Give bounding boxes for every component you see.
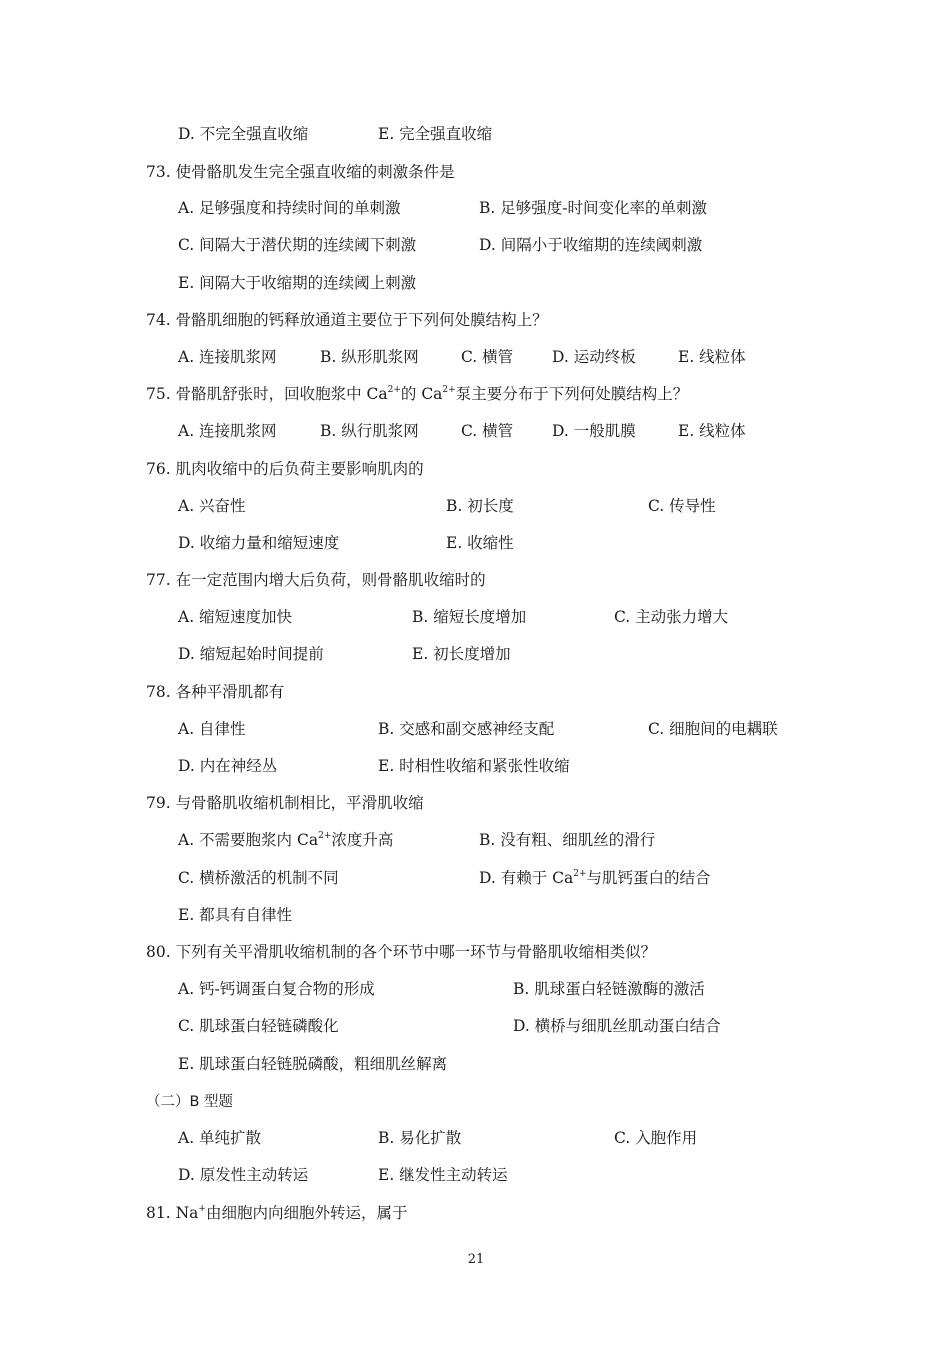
q74-option-b: B. 纵形肌浆网 bbox=[320, 348, 419, 366]
q79-stem: 79. 与骨骼肌收缩机制相比，平滑肌收缩 bbox=[146, 794, 424, 812]
q78-option-d: D. 内在神经丛 bbox=[178, 757, 278, 775]
q72-option-d: D. 不完全强直收缩 bbox=[178, 125, 309, 143]
q74-option-a: A. 连接肌浆网 bbox=[178, 348, 277, 366]
q79-option-a bbox=[178, 830, 393, 850]
q80-option-a: A. 钙-钙调蛋白复合物的形成 bbox=[178, 980, 375, 998]
q79-option-e: E. 都具有自律性 bbox=[178, 906, 293, 924]
q79-option-a-part-1: A. 不需要胞浆内 Ca bbox=[178, 831, 319, 849]
q73-stem: 73. 使骨骼肌发生完全强直收缩的刺激条件是 bbox=[146, 163, 455, 181]
b-option-c: C. 入胞作用 bbox=[614, 1129, 698, 1147]
page-number: 21 bbox=[467, 1252, 485, 1267]
q79-option-a-part-2: 浓度升高 bbox=[331, 831, 394, 849]
q74-option-e: E. 线粒体 bbox=[678, 348, 746, 366]
q75-option-b: B. 纵行肌浆网 bbox=[320, 422, 419, 440]
q75-stem-part-1: 75. 骨骼肌舒张时，回收胞浆中 Ca bbox=[146, 385, 388, 403]
q77-option-a: A. 缩短速度加快 bbox=[178, 608, 293, 626]
q77-stem: 77. 在一定范围内增大后负荷，则骨骼肌收缩时的 bbox=[146, 571, 486, 589]
q75-superscript-1: 2+ bbox=[387, 384, 401, 395]
q73-option-e: E. 间隔大于收缩期的连续阈上刺激 bbox=[178, 274, 417, 292]
q77-option-d: D. 缩短起始时间提前 bbox=[178, 645, 324, 663]
q76-option-b: B. 初长度 bbox=[446, 497, 514, 515]
q77-option-b: B. 缩短长度增加 bbox=[412, 608, 527, 626]
q76-option-a: A. 兴奋性 bbox=[178, 497, 246, 515]
q74-option-d: D. 运动终板 bbox=[552, 348, 636, 366]
q79-option-b: B. 没有粗、细肌丝的滑行 bbox=[479, 831, 656, 849]
q81-stem bbox=[146, 1203, 407, 1223]
q77-option-e: E. 初长度增加 bbox=[412, 645, 511, 663]
q73-option-a: A. 足够强度和持续时间的单刺激 bbox=[178, 199, 401, 217]
q78-option-a: A. 自律性 bbox=[178, 720, 246, 738]
b-option-e: E. 继发性主动转运 bbox=[378, 1166, 508, 1184]
q76-option-c: C. 传导性 bbox=[648, 497, 716, 515]
q79-option-d bbox=[479, 868, 711, 888]
q78-option-e: E. 时相性收缩和紧张性收缩 bbox=[378, 757, 570, 775]
q73-option-d: D. 间隔小于收缩期的连续阈刺激 bbox=[479, 236, 703, 254]
q80-option-b: B. 肌球蛋白轻链激酶的激活 bbox=[513, 980, 705, 998]
b-option-d: D. 原发性主动转运 bbox=[178, 1166, 309, 1184]
q79-option-c: C. 横桥激活的机制不同 bbox=[178, 869, 339, 887]
q75-option-e: E. 线粒体 bbox=[678, 422, 746, 440]
q75-superscript-2: 2+ bbox=[442, 384, 456, 395]
q75-stem-part-2: 的 Ca bbox=[400, 385, 443, 403]
b-option-b: B. 易化扩散 bbox=[378, 1129, 462, 1147]
q78-option-c: C. 细胞间的电耦联 bbox=[648, 720, 778, 738]
q75-option-a: A. 连接肌浆网 bbox=[178, 422, 277, 440]
q75-option-c: C. 横管 bbox=[461, 422, 514, 440]
section-b-heading: （二）B 型题 bbox=[146, 1094, 234, 1110]
q76-stem: 76. 肌肉收缩中的后负荷主要影响肌肉的 bbox=[146, 460, 424, 478]
q74-stem: 74. 骨骼肌细胞的钙释放通道主要位于下列何处膜结构上？ bbox=[146, 311, 548, 329]
q77-option-c: C. 主动张力增大 bbox=[614, 608, 729, 626]
q81-stem-part-1: 81. Na bbox=[146, 1204, 199, 1222]
q81-superscript: + bbox=[198, 1203, 206, 1214]
q78-stem: 78. 各种平滑肌都有 bbox=[146, 683, 285, 701]
q81-stem-part-2: 由细胞内向细胞外转运，属于 bbox=[205, 1204, 408, 1222]
q75-stem bbox=[146, 384, 688, 404]
q76-option-d: D. 收缩力量和缩短速度 bbox=[178, 534, 340, 552]
q78-option-b: B. 交感和副交感神经支配 bbox=[378, 720, 555, 738]
q73-option-c: C. 间隔大于潜伏期的连续阈下刺激 bbox=[178, 236, 417, 254]
b-option-a: A. 单纯扩散 bbox=[178, 1129, 262, 1147]
q79-option-a-superscript: 2+ bbox=[318, 830, 332, 841]
q75-option-d: D. 一般肌膜 bbox=[552, 422, 636, 440]
q73-option-b: B. 足够强度-时间变化率的单刺激 bbox=[479, 199, 707, 217]
q80-option-c: C. 肌球蛋白轻链磷酸化 bbox=[178, 1017, 339, 1035]
q79-option-d-superscript: 2+ bbox=[573, 868, 587, 879]
q75-stem-part-3: 泵主要分布于下列何处膜结构上？ bbox=[455, 385, 689, 403]
q79-option-d-part-2: 与肌钙蛋白的结合 bbox=[586, 869, 711, 887]
q80-option-d: D. 横桥与细肌丝肌动蛋白结合 bbox=[513, 1017, 721, 1035]
q79-option-d-part-1: D. 有赖于 Ca bbox=[479, 869, 574, 887]
q74-option-c: C. 横管 bbox=[461, 348, 514, 366]
q76-option-e: E. 收缩性 bbox=[446, 534, 514, 552]
q72-option-e: E. 完全强直收缩 bbox=[378, 125, 493, 143]
q80-stem: 80. 下列有关平滑肌收缩机制的各个环节中哪一环节与骨骼肌收缩相类似？ bbox=[146, 943, 657, 961]
q80-option-e: E. 肌球蛋白轻链脱磷酸，粗细肌丝解离 bbox=[178, 1055, 448, 1073]
